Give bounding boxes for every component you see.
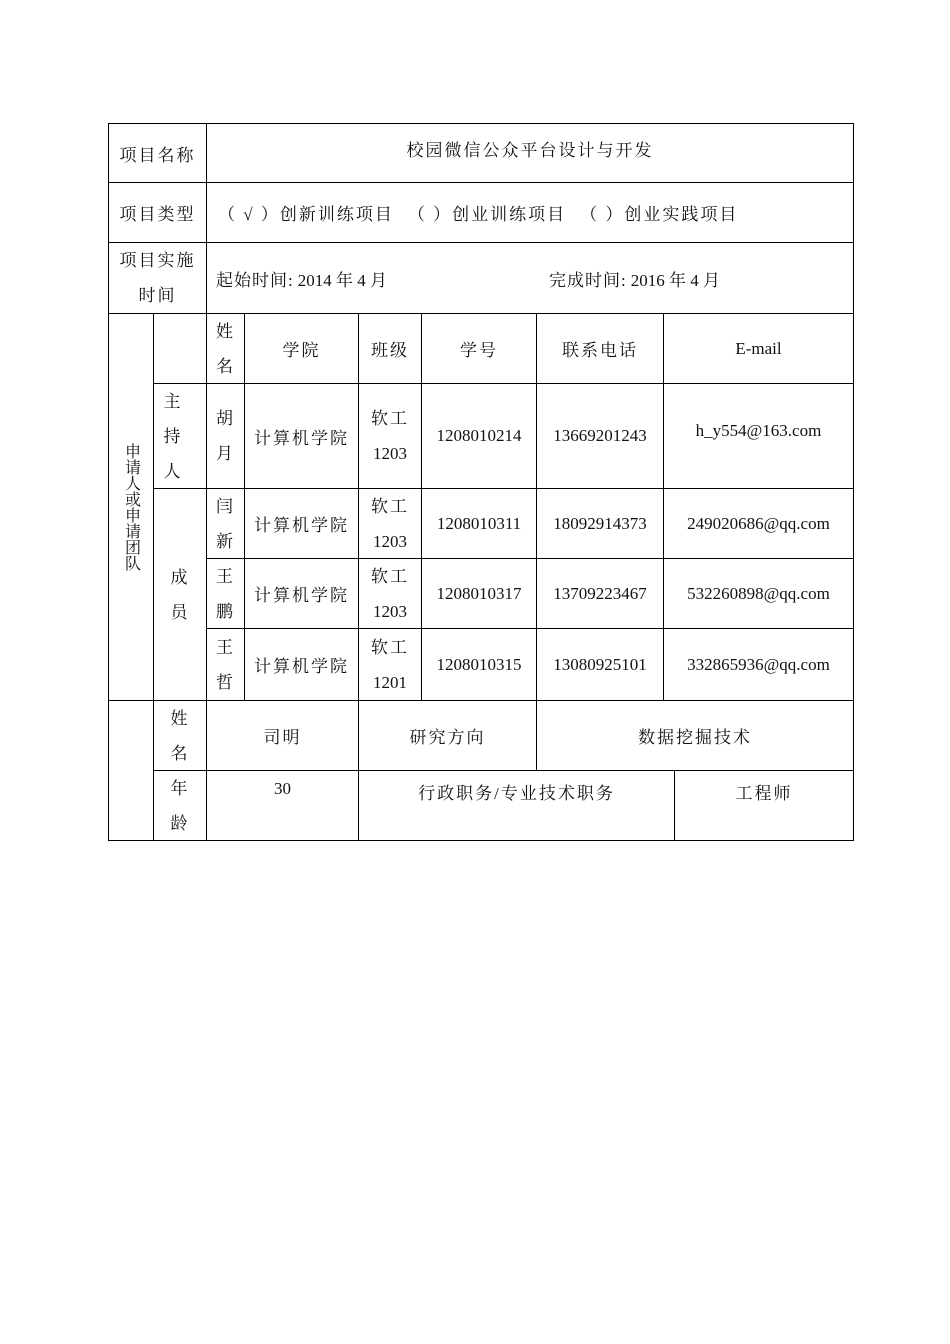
member-name-char: 胡 [216, 409, 235, 428]
member-phone: 18092914373 [553, 513, 647, 533]
member-class-line: 软工 [371, 496, 409, 516]
header-student-id: 学号 [460, 341, 498, 360]
member-class-line: 1203 [373, 601, 407, 621]
project-type-label: 项目类型 [119, 205, 196, 224]
type-option-innovation [218, 200, 394, 225]
type-option-startup-training [408, 200, 566, 225]
start-value: 2014 年 4 月 [297, 270, 387, 290]
host-label-char: 持 [163, 426, 183, 446]
table-border-top [108, 123, 854, 124]
header-phone: 联系电话 [562, 341, 638, 360]
member-email: 249020686@qq.com [687, 513, 830, 533]
advisor-name-value: 司明 [263, 728, 302, 747]
type-option-label: 创新训练项目 [279, 205, 394, 224]
team-group-label [109, 314, 153, 700]
header-name-char: 姓 [216, 321, 235, 341]
member-email: 532260898@qq.com [687, 583, 830, 603]
member-class-line: 1203 [373, 531, 407, 551]
member-college: 计算机学院 [254, 657, 349, 676]
member-label [154, 489, 206, 700]
member-label-char: 成 [170, 567, 190, 587]
header-college: 学院 [282, 341, 321, 360]
type-option-startup-practice [580, 200, 738, 225]
project-name-label: 项目名称 [119, 145, 196, 165]
member-student-id: 1208010315 [436, 654, 522, 674]
member-name-char: 鹏 [216, 601, 235, 621]
member-class [359, 629, 421, 700]
header-name-char: 名 [216, 356, 235, 376]
member-phone: 13709223467 [553, 583, 647, 603]
advisor-age-label-char: 龄 [170, 813, 190, 833]
host-label [154, 384, 192, 488]
member-college: 计算机学院 [254, 586, 349, 605]
member-student-id: 1208010311 [436, 513, 522, 533]
member-phone: 13669201243 [553, 426, 647, 445]
advisor-age-label-char: 年 [170, 778, 190, 798]
type-option-mark: （ ） [407, 205, 453, 224]
type-option-mark: （ √ ） [218, 205, 280, 224]
member-name-char: 王 [216, 637, 235, 657]
advisor-name-label-char: 名 [170, 743, 190, 763]
member-name-char: 闫 [216, 496, 235, 516]
member-college: 计算机学院 [254, 516, 349, 535]
member-class-line: 软工 [371, 637, 409, 657]
header-name [207, 314, 244, 383]
advisor-title-value: 工程师 [735, 784, 793, 803]
member-class-line: 1203 [373, 444, 407, 463]
advisor-direction-value: 数据挖掘技术 [638, 728, 752, 747]
advisor-name-label [154, 701, 206, 770]
project-end [549, 243, 849, 313]
member-name [207, 489, 244, 558]
member-name-char: 新 [216, 531, 235, 551]
member-name [207, 559, 244, 628]
advisor-direction-label: 研究方向 [409, 728, 486, 747]
header-class: 班级 [371, 341, 409, 360]
member-student-id: 1208010317 [436, 583, 522, 603]
member-college: 计算机学院 [254, 428, 349, 448]
period-label-line: 时间 [138, 286, 177, 305]
host-label-char: 主 [163, 391, 183, 411]
member-class [359, 559, 421, 628]
end-value: 2016 年 4 月 [630, 270, 720, 290]
member-label-char: 员 [170, 602, 190, 622]
type-option-mark: （ ） [580, 205, 625, 224]
member-class [359, 384, 421, 488]
row-divider [153, 770, 854, 771]
project-type-options [218, 183, 848, 242]
member-class-line: 软工 [371, 566, 409, 586]
member-phone: 13080925101 [553, 654, 647, 674]
member-class-line: 1201 [373, 672, 407, 692]
period-label-line: 项目实施 [119, 251, 196, 270]
member-student-id: 1208010214 [436, 426, 522, 445]
advisor-age-label [154, 771, 206, 840]
project-name-value: 校园微信公众平台设计与开发 [406, 141, 654, 160]
team-group-text: 申请人或申请团队 [122, 443, 140, 571]
member-class [359, 489, 421, 558]
end-label: 完成时间: [549, 270, 627, 290]
project-start [216, 243, 526, 313]
start-label: 起始时间: [216, 270, 294, 290]
member-class-line: 软工 [371, 409, 409, 428]
header-email: E-mail [735, 338, 782, 358]
member-name-char: 王 [216, 566, 235, 586]
member-name [207, 384, 244, 488]
project-period-label [109, 243, 206, 313]
advisor-age-value: 30 [274, 779, 291, 798]
host-label-char: 人 [163, 461, 183, 481]
member-name [207, 629, 244, 700]
table-border-bottom [108, 840, 854, 841]
type-option-label: 创业实践项目 [624, 205, 739, 224]
advisor-name-label-char: 姓 [170, 708, 190, 728]
member-name-char: 哲 [216, 672, 235, 692]
member-email: 332865936@qq.com [687, 654, 830, 674]
advisor-title-label: 行政职务/专业技术职务 [418, 784, 615, 803]
member-name-char: 月 [216, 444, 235, 463]
member-email: h_y554@163.com [695, 421, 822, 440]
table-border-right [853, 123, 854, 841]
type-option-label: 创业训练项目 [452, 205, 567, 224]
